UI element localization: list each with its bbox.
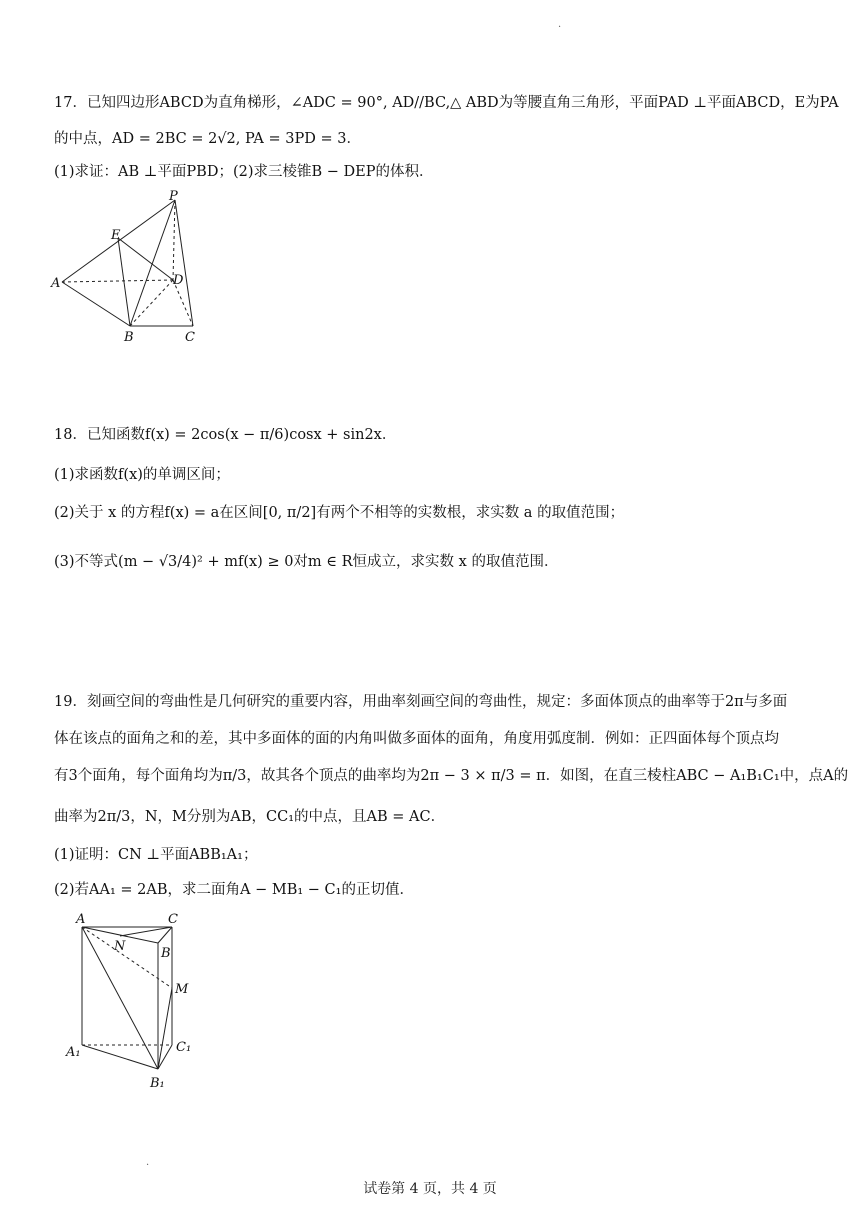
label-A1: A₁ [66, 1045, 81, 1060]
label-C: C [168, 912, 178, 927]
label-C: C [185, 330, 195, 345]
q19-line-2: 体在该点的面角之和的差，其中多面体的面的内角叫做多面体的面角，角度用弧度制．例如：正四面体每个顶点均 [54, 731, 779, 747]
label-A: A [76, 912, 86, 927]
label-B1: B₁ [150, 1076, 165, 1091]
q17-pyramid-figure [48, 188, 208, 348]
label-B: B [124, 330, 134, 345]
bottom-dot: · [146, 1160, 150, 1171]
q18-line-4: (3)不等式(m − √3/4)² + mf(x) ≥ 0对m ∈ R恒成立，求实数 x 的取值范围． [54, 554, 559, 570]
label-P: P [169, 189, 178, 204]
q18-line-3: (2)关于 x 的方程f(x) = a在区间[0, π/2]有两个不相等的实数根，求实数 a 的取值范围； [54, 505, 625, 521]
label-D: D [173, 273, 184, 288]
label-B: B [161, 946, 171, 961]
q19-line-1: 19．刻画空间的弯曲性是几何研究的重要内容，用曲率刻画空间的弯曲性，规定：多面体顶点的曲率等于2π与多面 [54, 694, 788, 710]
q19-prism-figure [62, 905, 212, 1095]
q18-line-2: (1)求函数f(x)的单调区间； [54, 467, 230, 483]
q17-line-1: 17．已知四边形ABCD为直角梯形，∠ADC = 90°, AD//BC,△ ABD为等腰直角三角形，平面PAD ⊥平面ABCD，E为PA [54, 95, 839, 111]
q18-line-1: 18．已知函数f(x) = 2cos(x − π/6)cosx + sin2x． [54, 427, 397, 443]
q19-line-4: 曲率为2π/3，N，M分别为AB，CC₁的中点，且AB = AC． [54, 809, 446, 825]
label-C1: C₁ [176, 1040, 192, 1055]
q19-line-5: (1)证明：CN ⊥平面ABB₁A₁； [54, 847, 258, 863]
label-E: E [111, 228, 121, 243]
label-N: N [114, 939, 126, 954]
label-A: A [51, 276, 61, 291]
q19-line-3: 有3个面角，每个面角均为π/3，故其各个顶点的曲率均为2π − 3 × π/3 = π．如图，在直三棱柱ABC − A₁B₁C₁中，点A的 [54, 768, 849, 784]
top-dot: · [558, 22, 562, 33]
q17-line-2: 的中点，AD = 2BC = 2√2, PA = 3PD = 3． [54, 131, 361, 147]
page-footer: 试卷第 4 页，共 4 页 [363, 1181, 497, 1197]
q19-line-6: (2)若AA₁ = 2AB，求二面角A − MB₁ − C₁的正切值． [54, 882, 414, 898]
q17-line-3: (1)求证：AB ⊥平面PBD；(2)求三棱锥B − DEP的体积． [54, 164, 434, 180]
label-M: M [175, 982, 189, 997]
